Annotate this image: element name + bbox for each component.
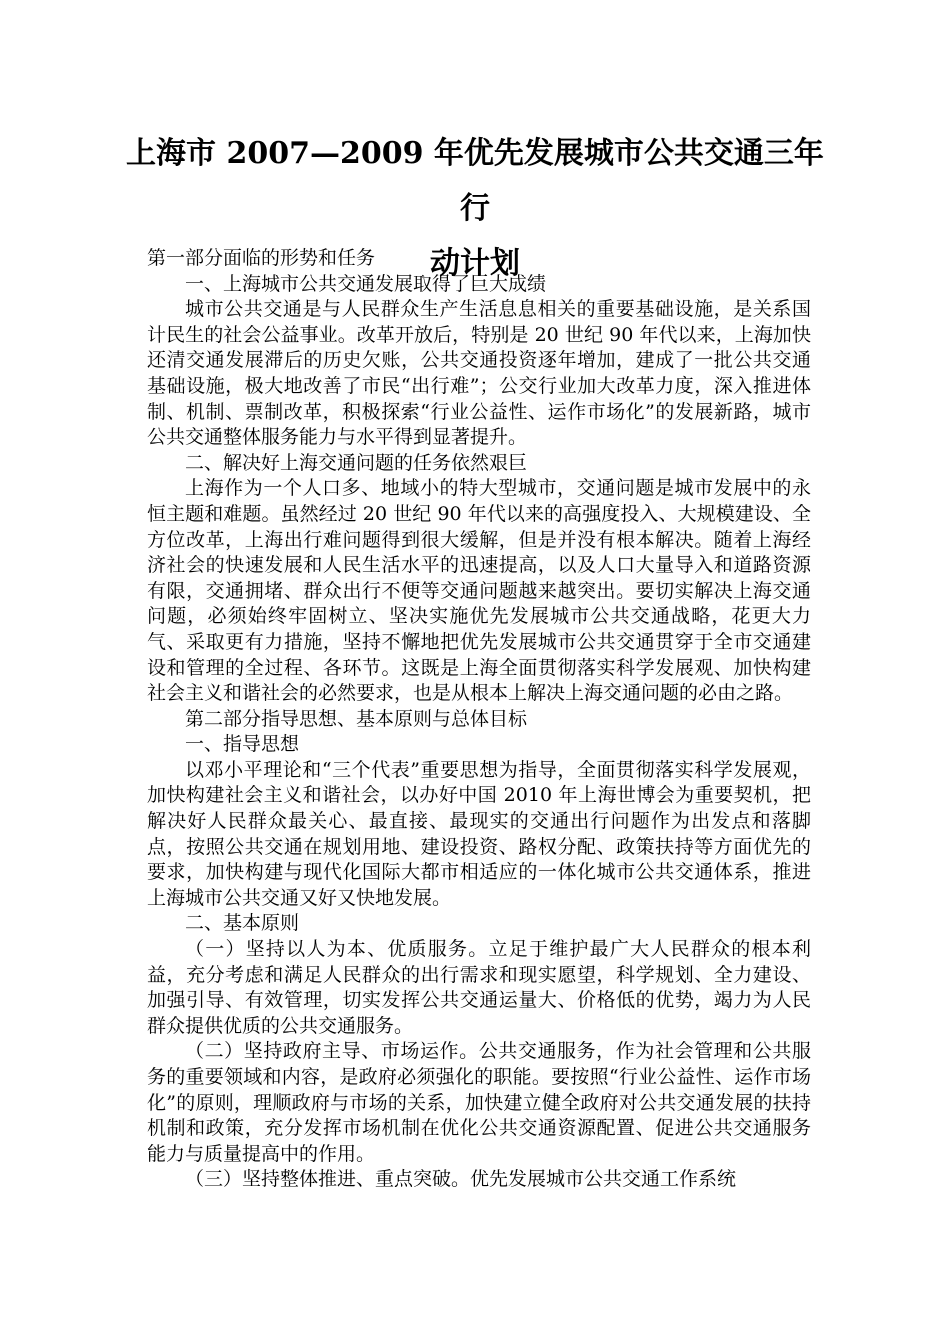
paragraph: 二、解决好上海交通问题的任务依然艰巨 (185, 451, 528, 474)
paragraph: （二）坚持政府主导、市场运作。公共交通服务，作为社会管理和公共服务的重要领域和内容，是政府必须强化的职能。要按照“行业公益性、运作市场化”的原则，理顺政府与市场的关系，加快建立健全政府对公共交通发展的扶持机制和政策，充分发挥市场机制在优化公共交通资源配置、促进公共交通服务能力与质量提高中的作用。 (147, 1040, 811, 1165)
paragraph: 一、指导思想 (185, 733, 300, 756)
paragraph: 二、基本原则 (185, 912, 300, 935)
document-body (147, 246, 811, 1193)
paragraph: 第一部分面临的形势和任务 (147, 247, 376, 269)
paragraph: 城市公共交通是与人民群众生产生活息息相关的重要基础设施，是关系国计民生的社会公益事业。改革开放后，特别是 20 世纪 90 年代以来，上海加快还清交通发展滞后的历史欠账，公共交通投资逐年增加，建成了一批公共交通基础设施，极大地改善了市民“出行难”；公交行业加大改革力度，深入推进体制、机制、票制改革，积极探索“行业公益性、运作市场化”的发展新路，城市公共交通整体服务能力与水平得到显著提升。 (147, 298, 811, 449)
title-line-1: 上海市 2007—2009 年优先发展城市公共交通三年行 (126, 136, 824, 226)
paragraph: （一）坚持以人为本、优质服务。立足于维护最广大人民群众的根本利益，充分考虑和满足人民群众的出行需求和现实愿望，科学规划、全力建设、加强引导、有效管理，切实发挥公共交通运量大、价格低的优势，竭力为人民群众提供优质的公共交通服务。 (147, 938, 811, 1037)
paragraph: 第二部分指导思想、基本原则与总体目标 (185, 707, 528, 730)
paragraph: 上海作为一个人口多、地域小的特大型城市，交通问题是城市发展中的永恒主题和难题。虽然经过 20 世纪 90 年代以来的高强度投入、大规模建设、全方位改革，上海出行难问题得到很大缓解，但是并没有根本解决。随着上海经济社会的快速发展和人民生活水平的迅速提高，以及人口大量导入和道路资源有限，交通拥堵、群众出行不便等交通问题越来越突出。要切实解决上海交通问题，必须始终牢固树立、坚决实施优先发展城市公共交通战略，花更大力气、采取更有力措施，坚持不懈地把优先发展城市公共交通贯穿于全市交通建设和管理的全过程、各环节。这既是上海全面贯彻落实科学发展观、加快构建社会主义和谐社会的必然要求，也是从根本上解决上海交通问题的必由之路。 (147, 477, 811, 705)
paragraph: （三）坚持整体推进、重点突破。优先发展城市公共交通工作系统 (185, 1168, 737, 1191)
title-line-2: 动计划 (430, 246, 520, 281)
paragraph: 一、上海城市公共交通发展取得了巨大成绩 (185, 272, 547, 295)
paragraph: 以邓小平理论和“三个代表”重要思想为指导，全面贯彻落实科学发展观，加快构建社会主义和谐社会，以办好中国 2010 年上海世博会为重要契机，把解决好人民群众最关心、最直接、最现实的交通出行问题作为出发点和落脚点，按照公共交通在规划用地、建设投资、路权分配、政策扶持等方面优先的要求，加快构建与现代化国际大都市相适应的一体化城市公共交通体系，推进上海城市公共交通又好又快地发展。 (147, 758, 811, 909)
